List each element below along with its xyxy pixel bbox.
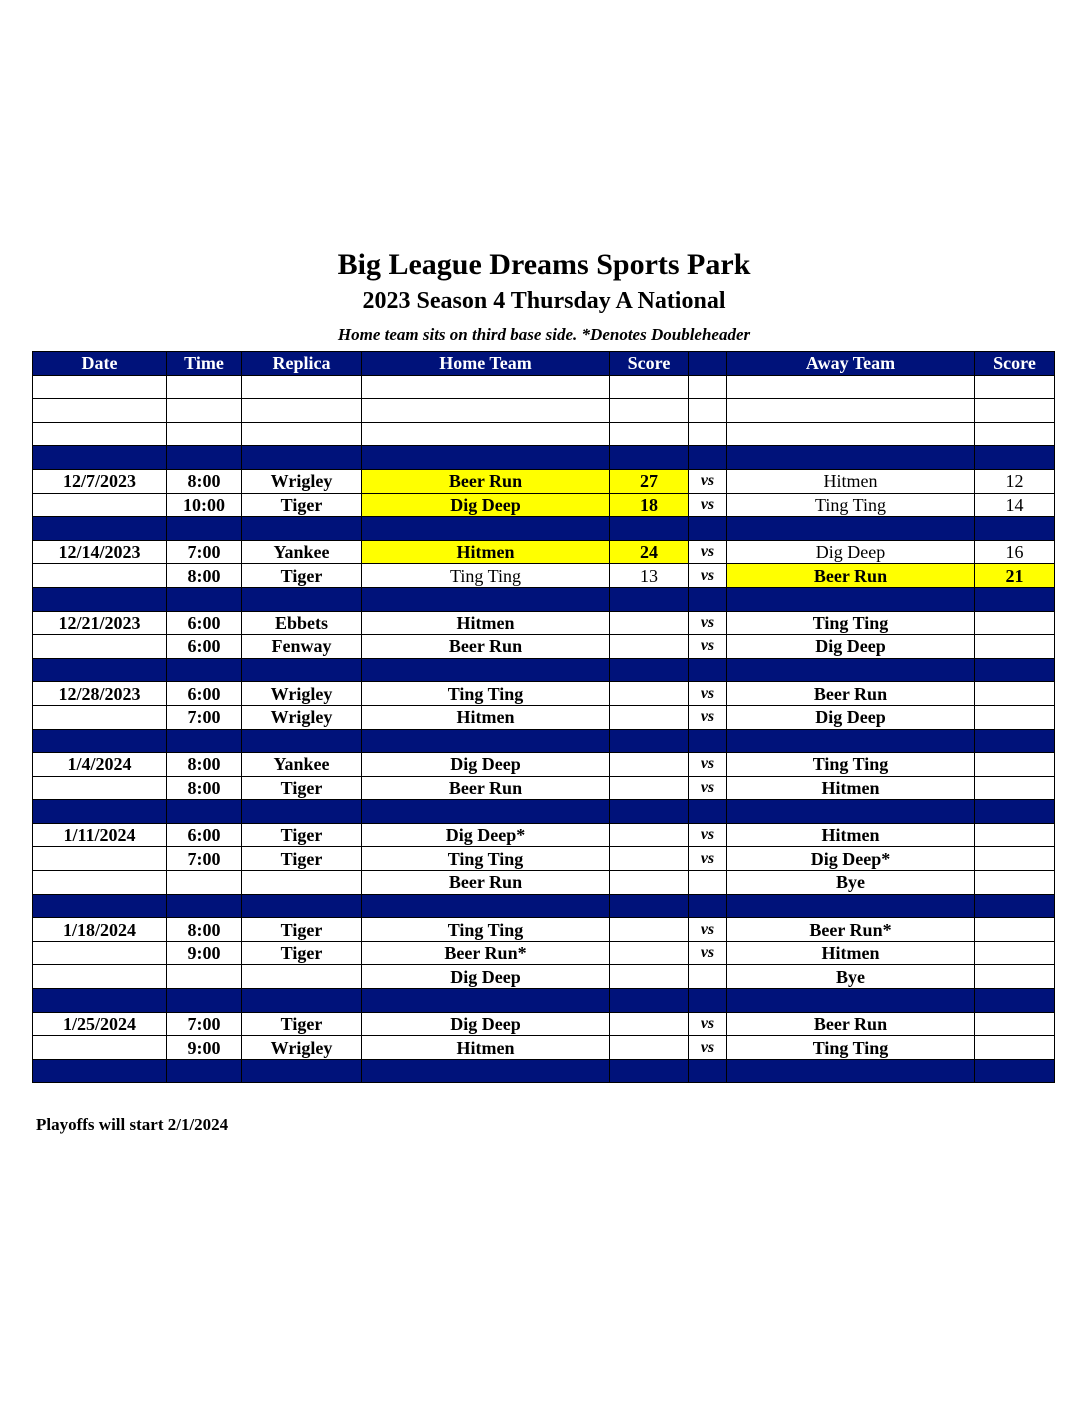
game-row [33,847,1055,871]
game-row [33,823,1055,847]
vs-cell: vs [689,753,727,777]
replica-cell [242,871,362,895]
time-cell: 8:00 [167,753,242,777]
time-cell: 6:00 [167,823,242,847]
separator-cell [242,587,362,611]
blank-row [33,375,1055,399]
home-score-cell [610,1012,689,1036]
separator-cell [975,729,1055,753]
separator-cell [727,894,975,918]
time-cell: 9:00 [167,941,242,965]
blank-row [33,422,1055,446]
home-team-cell: Dig Deep [362,1012,610,1036]
game-row [33,941,1055,965]
away-score-cell: 14 [975,493,1055,517]
away-score-cell [975,871,1055,895]
home-team-cell: Dig Deep [362,965,610,989]
replica-cell: Tiger [242,918,362,942]
game-row [33,540,1055,564]
blank-cell [610,422,689,446]
away-team-cell: Ting Ting [727,753,975,777]
separator-cell [362,729,610,753]
blank-cell [975,375,1055,399]
week-separator-row [33,446,1055,470]
separator-cell [975,894,1055,918]
separator-cell [689,446,727,470]
date-cell: 1/25/2024 [33,1012,167,1036]
separator-cell [727,658,975,682]
game-row [33,1012,1055,1036]
date-cell [33,776,167,800]
blank-cell [362,422,610,446]
separator-cell [242,658,362,682]
vs-cell: vs [689,540,727,564]
replica-cell: Tiger [242,941,362,965]
home-score-cell [610,871,689,895]
page-title: Big League Dreams Sports Park [337,248,751,281]
home-team-cell: Ting Ting [362,847,610,871]
away-score-cell [975,682,1055,706]
separator-cell [362,894,610,918]
home-team-cell: Hitmen [362,611,610,635]
header-row [33,352,1055,376]
separator-cell [33,989,167,1013]
replica-cell [242,965,362,989]
separator-cell [362,1059,610,1083]
home-team-cell: Beer Run [362,635,610,659]
time-cell: 7:00 [167,1012,242,1036]
separator-cell [362,800,610,824]
vs-cell: vs [689,776,727,800]
blank-cell [167,375,242,399]
vs-cell: vs [689,918,727,942]
week-separator-row [33,587,1055,611]
date-cell [33,1036,167,1060]
game-row [33,564,1055,588]
separator-cell [167,894,242,918]
separator-cell [689,658,727,682]
blank-cell [33,375,167,399]
away-score-cell [975,776,1055,800]
away-score-cell [975,847,1055,871]
separator-cell [689,989,727,1013]
game-row [33,871,1055,895]
away-score-cell: 12 [975,469,1055,493]
separator-cell [610,989,689,1013]
separator-cell [727,729,975,753]
week-separator-row [33,658,1055,682]
separator-cell [727,989,975,1013]
playoffs-note: Playoffs will start 2/1/2024 [36,1115,229,1134]
away-score-cell [975,941,1055,965]
time-cell: 8:00 [167,564,242,588]
vs-cell: vs [689,493,727,517]
date-cell: 12/7/2023 [33,469,167,493]
separator-cell [242,800,362,824]
game-row [33,1036,1055,1060]
time-cell: 9:00 [167,1036,242,1060]
separator-cell [689,587,727,611]
date-cell: 1/4/2024 [33,753,167,777]
separator-cell [975,517,1055,541]
col-header-time: Time [167,352,242,376]
home-score-cell [610,941,689,965]
blank-cell [975,422,1055,446]
time-cell: 7:00 [167,705,242,729]
blank-cell [727,375,975,399]
date-cell [33,635,167,659]
away-score-cell [975,753,1055,777]
time-cell [167,965,242,989]
home-team-cell: Ting Ting [362,682,610,706]
separator-cell [242,517,362,541]
away-score-cell: 16 [975,540,1055,564]
separator-cell [242,989,362,1013]
blank-cell [167,399,242,423]
col-header-home-team: Home Team [362,352,610,376]
blank-cell [975,399,1055,423]
away-team-cell: Hitmen [727,469,975,493]
col-header-vs [689,352,727,376]
blank-cell [727,399,975,423]
vs-cell [689,871,727,895]
vs-cell: vs [689,1036,727,1060]
separator-cell [33,587,167,611]
time-cell: 6:00 [167,635,242,659]
separator-cell [33,1059,167,1083]
date-cell [33,871,167,895]
away-team-cell: Dig Deep* [727,847,975,871]
separator-cell [167,587,242,611]
vs-cell: vs [689,469,727,493]
away-team-cell: Dig Deep [727,705,975,729]
blank-cell [727,422,975,446]
replica-cell: Wrigley [242,469,362,493]
week-separator-row [33,894,1055,918]
time-cell: 6:00 [167,611,242,635]
separator-cell [33,517,167,541]
home-score-cell: 27 [610,469,689,493]
blank-cell [242,375,362,399]
home-score-cell [610,611,689,635]
date-cell [33,965,167,989]
home-team-cell: Beer Run [362,469,610,493]
col-header-away-team: Away Team [727,352,975,376]
separator-cell [975,800,1055,824]
separator-cell [362,658,610,682]
home-team-cell: Ting Ting [362,918,610,942]
separator-cell [610,800,689,824]
replica-cell: Wrigley [242,705,362,729]
vs-cell: vs [689,611,727,635]
blank-cell [362,399,610,423]
separator-cell [689,894,727,918]
date-cell: 12/28/2023 [33,682,167,706]
away-team-cell: Bye [727,965,975,989]
game-row [33,705,1055,729]
time-cell: 8:00 [167,469,242,493]
away-team-cell: Beer Run [727,682,975,706]
game-row [33,682,1055,706]
separator-cell [33,894,167,918]
game-row [33,635,1055,659]
blank-cell [362,375,610,399]
separator-cell [610,587,689,611]
replica-cell: Wrigley [242,682,362,706]
page-note: Home team sits on third base side. *Denotes Doubleheader [337,325,751,344]
away-score-cell [975,635,1055,659]
separator-cell [727,446,975,470]
home-team-cell: Beer Run [362,871,610,895]
separator-cell [362,989,610,1013]
home-team-cell: Hitmen [362,1036,610,1060]
away-team-cell: Hitmen [727,823,975,847]
away-team-cell: Beer Run* [727,918,975,942]
week-separator-row [33,989,1055,1013]
separator-cell [167,517,242,541]
away-score-cell [975,611,1055,635]
game-row [33,611,1055,635]
blank-cell [610,399,689,423]
separator-cell [362,517,610,541]
separator-cell [33,800,167,824]
vs-cell: vs [689,635,727,659]
time-cell: 7:00 [167,847,242,871]
separator-cell [975,587,1055,611]
blank-cell [33,399,167,423]
vs-cell: vs [689,1012,727,1036]
separator-cell [167,1059,242,1083]
week-separator-row [33,1059,1055,1083]
replica-cell: Wrigley [242,1036,362,1060]
separator-cell [975,1059,1055,1083]
game-row [33,776,1055,800]
separator-cell [33,658,167,682]
page-subtitle: 2023 Season 4 Thursday A National [362,288,726,314]
home-score-cell: 13 [610,564,689,588]
home-score-cell [610,965,689,989]
away-score-cell [975,918,1055,942]
week-separator-row [33,517,1055,541]
home-team-cell: Hitmen [362,540,610,564]
replica-cell: Yankee [242,540,362,564]
separator-cell [167,446,242,470]
replica-cell: Tiger [242,847,362,871]
away-team-cell: Hitmen [727,776,975,800]
home-score-cell [610,753,689,777]
col-header-replica: Replica [242,352,362,376]
separator-cell [610,894,689,918]
replica-cell: Tiger [242,776,362,800]
separator-cell [167,989,242,1013]
blank-cell [689,375,727,399]
date-cell: 1/11/2024 [33,823,167,847]
home-score-cell [610,1036,689,1060]
home-score-cell [610,823,689,847]
vs-cell: vs [689,682,727,706]
blank-cell [610,375,689,399]
separator-cell [610,729,689,753]
separator-cell [727,800,975,824]
home-team-cell: Dig Deep* [362,823,610,847]
separator-cell [689,517,727,541]
game-row [33,918,1055,942]
away-team-cell: Ting Ting [727,493,975,517]
blank-cell [167,422,242,446]
away-score-cell [975,965,1055,989]
home-score-cell: 24 [610,540,689,564]
separator-cell [33,446,167,470]
separator-cell [362,587,610,611]
home-score-cell [610,776,689,800]
away-team-cell: Hitmen [727,941,975,965]
vs-cell: vs [689,941,727,965]
away-team-cell: Beer Run [727,1012,975,1036]
separator-cell [362,446,610,470]
away-score-cell [975,823,1055,847]
away-score-cell [975,705,1055,729]
separator-cell [975,658,1055,682]
time-cell: 8:00 [167,776,242,800]
separator-cell [610,446,689,470]
separator-cell [610,658,689,682]
separator-cell [242,1059,362,1083]
separator-cell [167,729,242,753]
schedule-table [32,351,1055,1083]
replica-cell: Tiger [242,564,362,588]
date-cell [33,847,167,871]
home-score-cell [610,682,689,706]
away-score-cell: 21 [975,564,1055,588]
replica-cell: Yankee [242,753,362,777]
game-row [33,469,1055,493]
col-header-home-score: Score [610,352,689,376]
away-team-cell: Ting Ting [727,1036,975,1060]
home-score-cell: 18 [610,493,689,517]
vs-cell: vs [689,705,727,729]
replica-cell: Ebbets [242,611,362,635]
separator-cell [689,1059,727,1083]
time-cell: 10:00 [167,493,242,517]
separator-cell [689,800,727,824]
separator-cell [242,729,362,753]
away-team-cell: Bye [727,871,975,895]
date-cell: 12/14/2023 [33,540,167,564]
time-cell: 8:00 [167,918,242,942]
separator-cell [167,800,242,824]
date-cell [33,705,167,729]
date-cell: 12/21/2023 [33,611,167,635]
schedule-body [33,375,1055,1083]
separator-cell [33,729,167,753]
separator-cell [727,587,975,611]
away-score-cell [975,1036,1055,1060]
home-score-cell [610,635,689,659]
time-cell: 6:00 [167,682,242,706]
replica-cell: Fenway [242,635,362,659]
blank-cell [689,399,727,423]
home-score-cell [610,847,689,871]
home-team-cell: Ting Ting [362,564,610,588]
blank-row [33,399,1055,423]
vs-cell [689,965,727,989]
col-header-date: Date [33,352,167,376]
game-row [33,493,1055,517]
away-score-cell [975,1012,1055,1036]
blank-cell [242,399,362,423]
separator-cell [727,1059,975,1083]
home-score-cell [610,705,689,729]
separator-cell [689,729,727,753]
home-team-cell: Beer Run [362,776,610,800]
separator-cell [975,446,1055,470]
separator-cell [242,894,362,918]
week-separator-row [33,729,1055,753]
date-cell [33,941,167,965]
separator-cell [610,1059,689,1083]
away-team-cell: Ting Ting [727,611,975,635]
replica-cell: Tiger [242,493,362,517]
blank-cell [33,422,167,446]
time-cell [167,871,242,895]
separator-cell [242,446,362,470]
home-team-cell: Hitmen [362,705,610,729]
replica-cell: Tiger [242,1012,362,1036]
date-cell [33,564,167,588]
vs-cell: vs [689,564,727,588]
time-cell: 7:00 [167,540,242,564]
blank-cell [242,422,362,446]
date-cell [33,493,167,517]
separator-cell [727,517,975,541]
vs-cell: vs [689,823,727,847]
separator-cell [167,658,242,682]
week-separator-row [33,800,1055,824]
game-row [33,965,1055,989]
blank-cell [689,422,727,446]
separator-cell [975,989,1055,1013]
away-team-cell: Beer Run [727,564,975,588]
away-team-cell: Dig Deep [727,635,975,659]
home-team-cell: Dig Deep [362,753,610,777]
game-row [33,753,1055,777]
col-header-away-score: Score [975,352,1055,376]
date-cell: 1/18/2024 [33,918,167,942]
separator-cell [610,517,689,541]
replica-cell: Tiger [242,823,362,847]
vs-cell: vs [689,847,727,871]
home-score-cell [610,918,689,942]
home-team-cell: Dig Deep [362,493,610,517]
home-team-cell: Beer Run* [362,941,610,965]
away-team-cell: Dig Deep [727,540,975,564]
